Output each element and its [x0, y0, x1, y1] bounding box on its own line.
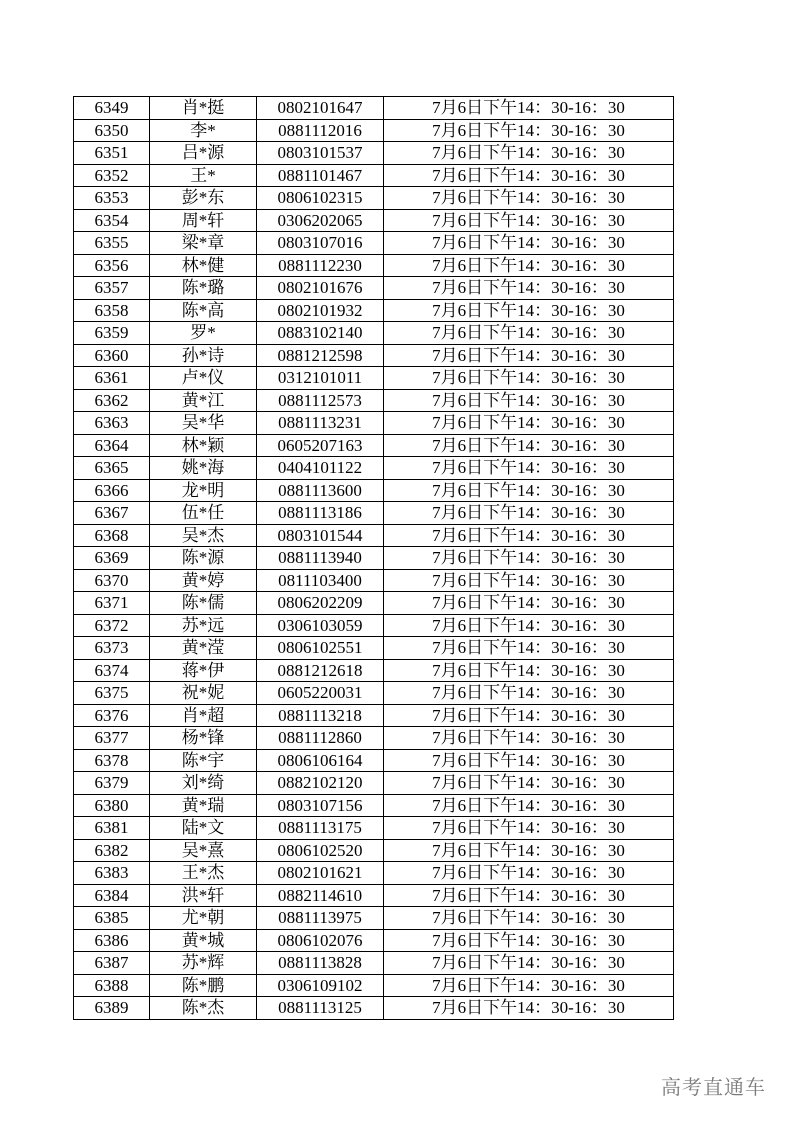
table-row [74, 637, 674, 660]
student-name-cell: 吴*熹 [150, 839, 257, 862]
table-row [74, 839, 674, 862]
student-name-cell: 吴*杰 [150, 524, 257, 547]
exam-id-cell: 0881113975 [257, 907, 384, 930]
student-name-cell: 伍*任 [150, 502, 257, 525]
seq-number-cell: 6366 [74, 479, 150, 502]
table-row [74, 142, 674, 165]
seq-number-cell: 6367 [74, 502, 150, 525]
table-row [74, 232, 674, 255]
exam-time-cell: 7月6日下午14：30-16：30 [384, 614, 674, 637]
exam-id-cell: 0605207163 [257, 434, 384, 457]
seq-number-cell: 6358 [74, 299, 150, 322]
exam-id-cell: 0806102520 [257, 839, 384, 862]
exam-id-cell: 0802101621 [257, 862, 384, 885]
student-name-cell: 林*健 [150, 254, 257, 277]
student-name-cell: 吴*华 [150, 412, 257, 435]
exam-id-cell: 0306103059 [257, 614, 384, 637]
seq-number-cell: 6384 [74, 884, 150, 907]
seq-number-cell: 6374 [74, 659, 150, 682]
student-name-cell: 黄*江 [150, 389, 257, 412]
exam-id-cell: 0881113175 [257, 817, 384, 840]
exam-time-cell: 7月6日下午14：30-16：30 [384, 569, 674, 592]
student-name-cell: 黄*城 [150, 929, 257, 952]
seq-number-cell: 6379 [74, 772, 150, 795]
exam-time-cell: 7月6日下午14：30-16：30 [384, 412, 674, 435]
student-name-cell: 刘*绮 [150, 772, 257, 795]
exam-time-cell: 7月6日下午14：30-16：30 [384, 209, 674, 232]
seq-number-cell: 6375 [74, 682, 150, 705]
seq-number-cell: 6361 [74, 367, 150, 390]
student-name-cell: 黄*婷 [150, 569, 257, 592]
student-name-cell: 肖*超 [150, 704, 257, 727]
table-row [74, 682, 674, 705]
exam-id-cell: 0306202065 [257, 209, 384, 232]
seq-number-cell: 6383 [74, 862, 150, 885]
exam-time-cell: 7月6日下午14：30-16：30 [384, 682, 674, 705]
exam-time-cell: 7月6日下午14：30-16：30 [384, 974, 674, 997]
table-row [74, 344, 674, 367]
student-name-cell: 周*轩 [150, 209, 257, 232]
exam-time-cell: 7月6日下午14：30-16：30 [384, 434, 674, 457]
exam-id-cell: 0312101011 [257, 367, 384, 390]
exam-id-cell: 0806202209 [257, 592, 384, 615]
exam-id-cell: 0881112573 [257, 389, 384, 412]
exam-time-cell: 7月6日下午14：30-16：30 [384, 907, 674, 930]
exam-id-cell: 0881101467 [257, 164, 384, 187]
table-row [74, 502, 674, 525]
exam-id-cell: 0881112016 [257, 119, 384, 142]
exam-time-cell: 7月6日下午14：30-16：30 [384, 592, 674, 615]
exam-id-cell: 0881212598 [257, 344, 384, 367]
exam-time-cell: 7月6日下午14：30-16：30 [384, 479, 674, 502]
student-name-cell: 陈*璐 [150, 277, 257, 300]
exam-time-cell: 7月6日下午14：30-16：30 [384, 727, 674, 750]
table-row [74, 704, 674, 727]
exam-time-cell: 7月6日下午14：30-16：30 [384, 929, 674, 952]
seq-number-cell: 6380 [74, 794, 150, 817]
exam-id-cell: 0806102315 [257, 187, 384, 210]
exam-time-cell: 7月6日下午14：30-16：30 [384, 457, 674, 480]
student-name-cell: 龙*明 [150, 479, 257, 502]
table-row [74, 592, 674, 615]
exam-time-cell: 7月6日下午14：30-16：30 [384, 884, 674, 907]
table-row [74, 367, 674, 390]
exam-id-cell: 0605220031 [257, 682, 384, 705]
student-name-cell: 陈*宇 [150, 749, 257, 772]
student-name-cell: 苏*远 [150, 614, 257, 637]
table-row [74, 614, 674, 637]
table-row [74, 299, 674, 322]
table-row [74, 997, 674, 1020]
seq-number-cell: 6389 [74, 997, 150, 1020]
table-row [74, 929, 674, 952]
table-row [74, 97, 674, 120]
table-row [74, 322, 674, 345]
seq-number-cell: 6386 [74, 929, 150, 952]
student-name-cell: 孙*诗 [150, 344, 257, 367]
exam-time-cell: 7月6日下午14：30-16：30 [384, 524, 674, 547]
exam-time-cell: 7月6日下午14：30-16：30 [384, 344, 674, 367]
student-name-cell: 罗* [150, 322, 257, 345]
table-row [74, 974, 674, 997]
table-row [74, 434, 674, 457]
exam-id-cell: 0881113231 [257, 412, 384, 435]
table-row [74, 119, 674, 142]
exam-id-cell: 0881113125 [257, 997, 384, 1020]
table-row [74, 794, 674, 817]
student-name-cell: 尤*朝 [150, 907, 257, 930]
exam-id-cell: 0882102120 [257, 772, 384, 795]
exam-id-cell: 0881113600 [257, 479, 384, 502]
student-name-cell: 林*颖 [150, 434, 257, 457]
student-name-cell: 苏*辉 [150, 952, 257, 975]
seq-number-cell: 6378 [74, 749, 150, 772]
roster-table-body [74, 97, 674, 1020]
table-row [74, 524, 674, 547]
exam-id-cell: 0881112860 [257, 727, 384, 750]
student-name-cell: 陈*鹏 [150, 974, 257, 997]
exam-time-cell: 7月6日下午14：30-16：30 [384, 389, 674, 412]
student-name-cell: 陈*儒 [150, 592, 257, 615]
student-name-cell: 陈*杰 [150, 997, 257, 1020]
exam-time-cell: 7月6日下午14：30-16：30 [384, 659, 674, 682]
watermark-text: 高考直通车 [661, 1075, 766, 1099]
seq-number-cell: 6382 [74, 839, 150, 862]
exam-id-cell: 0882114610 [257, 884, 384, 907]
exam-time-cell: 7月6日下午14：30-16：30 [384, 704, 674, 727]
seq-number-cell: 6351 [74, 142, 150, 165]
seq-number-cell: 6357 [74, 277, 150, 300]
seq-number-cell: 6371 [74, 592, 150, 615]
seq-number-cell: 6376 [74, 704, 150, 727]
table-row [74, 479, 674, 502]
student-name-cell: 黄*瑞 [150, 794, 257, 817]
student-name-cell: 王*杰 [150, 862, 257, 885]
exam-time-cell: 7月6日下午14：30-16：30 [384, 502, 674, 525]
exam-id-cell: 0803107156 [257, 794, 384, 817]
exam-time-cell: 7月6日下午14：30-16：30 [384, 862, 674, 885]
exam-time-cell: 7月6日下午14：30-16：30 [384, 119, 674, 142]
exam-time-cell: 7月6日下午14：30-16：30 [384, 772, 674, 795]
exam-time-cell: 7月6日下午14：30-16：30 [384, 749, 674, 772]
exam-id-cell: 0803101544 [257, 524, 384, 547]
seq-number-cell: 6373 [74, 637, 150, 660]
seq-number-cell: 6360 [74, 344, 150, 367]
seq-number-cell: 6365 [74, 457, 150, 480]
exam-time-cell: 7月6日下午14：30-16：30 [384, 142, 674, 165]
student-name-cell: 祝*妮 [150, 682, 257, 705]
exam-id-cell: 0881113218 [257, 704, 384, 727]
student-name-cell: 陆*文 [150, 817, 257, 840]
table-row [74, 659, 674, 682]
exam-id-cell: 0806102551 [257, 637, 384, 660]
exam-time-cell: 7月6日下午14：30-16：30 [384, 952, 674, 975]
seq-number-cell: 6387 [74, 952, 150, 975]
student-name-cell: 梁*章 [150, 232, 257, 255]
table-row [74, 412, 674, 435]
seq-number-cell: 6388 [74, 974, 150, 997]
exam-id-cell: 0802101676 [257, 277, 384, 300]
exam-time-cell: 7月6日下午14：30-16：30 [384, 97, 674, 120]
table-row [74, 862, 674, 885]
table-row [74, 187, 674, 210]
student-name-cell: 陈*源 [150, 547, 257, 570]
exam-id-cell: 0802101932 [257, 299, 384, 322]
seq-number-cell: 6372 [74, 614, 150, 637]
exam-id-cell: 0306109102 [257, 974, 384, 997]
exam-time-cell: 7月6日下午14：30-16：30 [384, 817, 674, 840]
exam-time-cell: 7月6日下午14：30-16：30 [384, 254, 674, 277]
table-row [74, 772, 674, 795]
exam-time-cell: 7月6日下午14：30-16：30 [384, 232, 674, 255]
seq-number-cell: 6349 [74, 97, 150, 120]
table-row [74, 254, 674, 277]
table-row [74, 209, 674, 232]
exam-id-cell: 0802101647 [257, 97, 384, 120]
exam-time-cell: 7月6日下午14：30-16：30 [384, 322, 674, 345]
student-name-cell: 彭*东 [150, 187, 257, 210]
student-name-cell: 洪*轩 [150, 884, 257, 907]
seq-number-cell: 6381 [74, 817, 150, 840]
table-row [74, 547, 674, 570]
seq-number-cell: 6385 [74, 907, 150, 930]
seq-number-cell: 6363 [74, 412, 150, 435]
seq-number-cell: 6362 [74, 389, 150, 412]
exam-id-cell: 0881212618 [257, 659, 384, 682]
seq-number-cell: 6359 [74, 322, 150, 345]
seq-number-cell: 6368 [74, 524, 150, 547]
exam-id-cell: 0803107016 [257, 232, 384, 255]
seq-number-cell: 6369 [74, 547, 150, 570]
seq-number-cell: 6353 [74, 187, 150, 210]
table-row [74, 389, 674, 412]
table-row [74, 907, 674, 930]
student-name-cell: 杨*锋 [150, 727, 257, 750]
seq-number-cell: 6364 [74, 434, 150, 457]
exam-time-cell: 7月6日下午14：30-16：30 [384, 839, 674, 862]
exam-id-cell: 0883102140 [257, 322, 384, 345]
student-name-cell: 黄*滢 [150, 637, 257, 660]
exam-time-cell: 7月6日下午14：30-16：30 [384, 997, 674, 1020]
roster-table [73, 96, 674, 1020]
student-name-cell: 肖*挺 [150, 97, 257, 120]
exam-time-cell: 7月6日下午14：30-16：30 [384, 164, 674, 187]
exam-id-cell: 0404101122 [257, 457, 384, 480]
student-name-cell: 卢*仪 [150, 367, 257, 390]
seq-number-cell: 6370 [74, 569, 150, 592]
exam-id-cell: 0806102076 [257, 929, 384, 952]
exam-time-cell: 7月6日下午14：30-16：30 [384, 794, 674, 817]
exam-id-cell: 0881113940 [257, 547, 384, 570]
exam-id-cell: 0881112230 [257, 254, 384, 277]
exam-time-cell: 7月6日下午14：30-16：30 [384, 277, 674, 300]
student-name-cell: 蒋*伊 [150, 659, 257, 682]
seq-number-cell: 6356 [74, 254, 150, 277]
seq-number-cell: 6355 [74, 232, 150, 255]
table-row [74, 277, 674, 300]
exam-id-cell: 0881113186 [257, 502, 384, 525]
table-row [74, 457, 674, 480]
student-name-cell: 姚*海 [150, 457, 257, 480]
table-row [74, 749, 674, 772]
exam-time-cell: 7月6日下午14：30-16：30 [384, 367, 674, 390]
exam-id-cell: 0881113828 [257, 952, 384, 975]
table-row [74, 569, 674, 592]
table-row [74, 884, 674, 907]
table-row [74, 952, 674, 975]
exam-id-cell: 0811103400 [257, 569, 384, 592]
exam-id-cell: 0806106164 [257, 749, 384, 772]
seq-number-cell: 6350 [74, 119, 150, 142]
student-name-cell: 吕*源 [150, 142, 257, 165]
student-name-cell: 陈*高 [150, 299, 257, 322]
table-row [74, 164, 674, 187]
exam-time-cell: 7月6日下午14：30-16：30 [384, 637, 674, 660]
exam-id-cell: 0803101537 [257, 142, 384, 165]
seq-number-cell: 6354 [74, 209, 150, 232]
student-name-cell: 李* [150, 119, 257, 142]
table-row [74, 817, 674, 840]
exam-time-cell: 7月6日下午14：30-16：30 [384, 299, 674, 322]
seq-number-cell: 6352 [74, 164, 150, 187]
seq-number-cell: 6377 [74, 727, 150, 750]
exam-time-cell: 7月6日下午14：30-16：30 [384, 547, 674, 570]
student-name-cell: 王* [150, 164, 257, 187]
table-row [74, 727, 674, 750]
exam-time-cell: 7月6日下午14：30-16：30 [384, 187, 674, 210]
